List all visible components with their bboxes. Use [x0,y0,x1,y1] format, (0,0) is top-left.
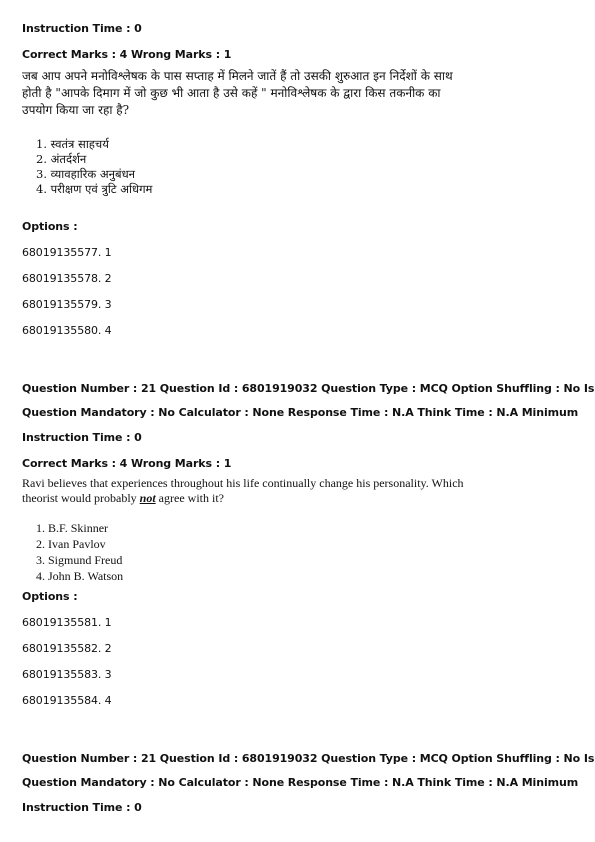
instruction-time: Instruction Time : 0 [22,431,142,444]
choice-list [36,137,152,197]
choice-item: 4. John B. Watson [36,569,124,583]
question-text-part: theorist would probably [22,491,140,505]
question-text [22,476,464,506]
question-line: होती है "आपके दिमाग में जो कुछ भी आता है उसे कहें " मनोविश्लेषक के द्वारा किस तकनीक का [22,86,441,100]
question-header: Question Mandatory : No Calculator : None Response Time : N.A Think Time : N.A Minimum [22,776,579,789]
choice-item: 3. व्यावहारिक अनुबंधन [36,167,136,181]
question-line: उपयोग किया जा रहा है? [22,103,130,117]
instruction-time: Instruction Time : 0 [22,801,142,814]
option-id: 68019135581. 1 [22,616,112,629]
option-id: 68019135579. 3 [22,298,112,311]
question-line: जब आप अपने मनोविश्लेषक के पास सप्ताह में मिलने जातें हैं तो उसकी शुरुआत इन निर्देशों के साथ [22,69,453,83]
choice-item: 1. B.F. Skinner [36,521,109,535]
choice-item: 3. Sigmund Freud [36,553,123,567]
choice-item: 2. Ivan Pavlov [36,537,106,551]
option-id: 68019135584. 4 [22,694,112,707]
emphasis-not: not [139,491,156,505]
marks-line: Correct Marks : 4 Wrong Marks : 1 [22,48,232,61]
options-label: Options : [22,590,78,603]
question-text-part: agree with it? [155,491,224,505]
option-id: 68019135583. 3 [22,668,112,681]
option-id: 68019135580. 4 [22,324,112,337]
choice-item: 4. परीक्षण एवं त्रुटि अधिगम [36,182,153,196]
options-label: Options : [22,220,78,233]
choice-item: 1. स्वतंत्र साहचर्य [36,137,109,151]
option-id: 68019135582. 2 [22,642,112,655]
choice-list [36,520,123,584]
question-header: Question Number : 21 Question Id : 6801919032 Question Type : MCQ Option Shuffling : No Is [22,382,595,395]
question-header: Question Number : 21 Question Id : 6801919032 Question Type : MCQ Option Shuffling : No Is [22,752,595,765]
option-id: 68019135578. 2 [22,272,112,285]
question-header: Question Mandatory : No Calculator : None Response Time : N.A Think Time : N.A Minimum [22,406,579,419]
instruction-time: Instruction Time : 0 [22,22,142,35]
question-line: Ravi believes that experiences throughout his life continually change his personality. Which [22,476,464,490]
choice-item: 2. अंतर्दर्शन [36,152,87,166]
marks-line: Correct Marks : 4 Wrong Marks : 1 [22,457,232,470]
question-line [22,491,464,506]
question-text [22,68,453,119]
option-id: 68019135577. 1 [22,246,112,259]
